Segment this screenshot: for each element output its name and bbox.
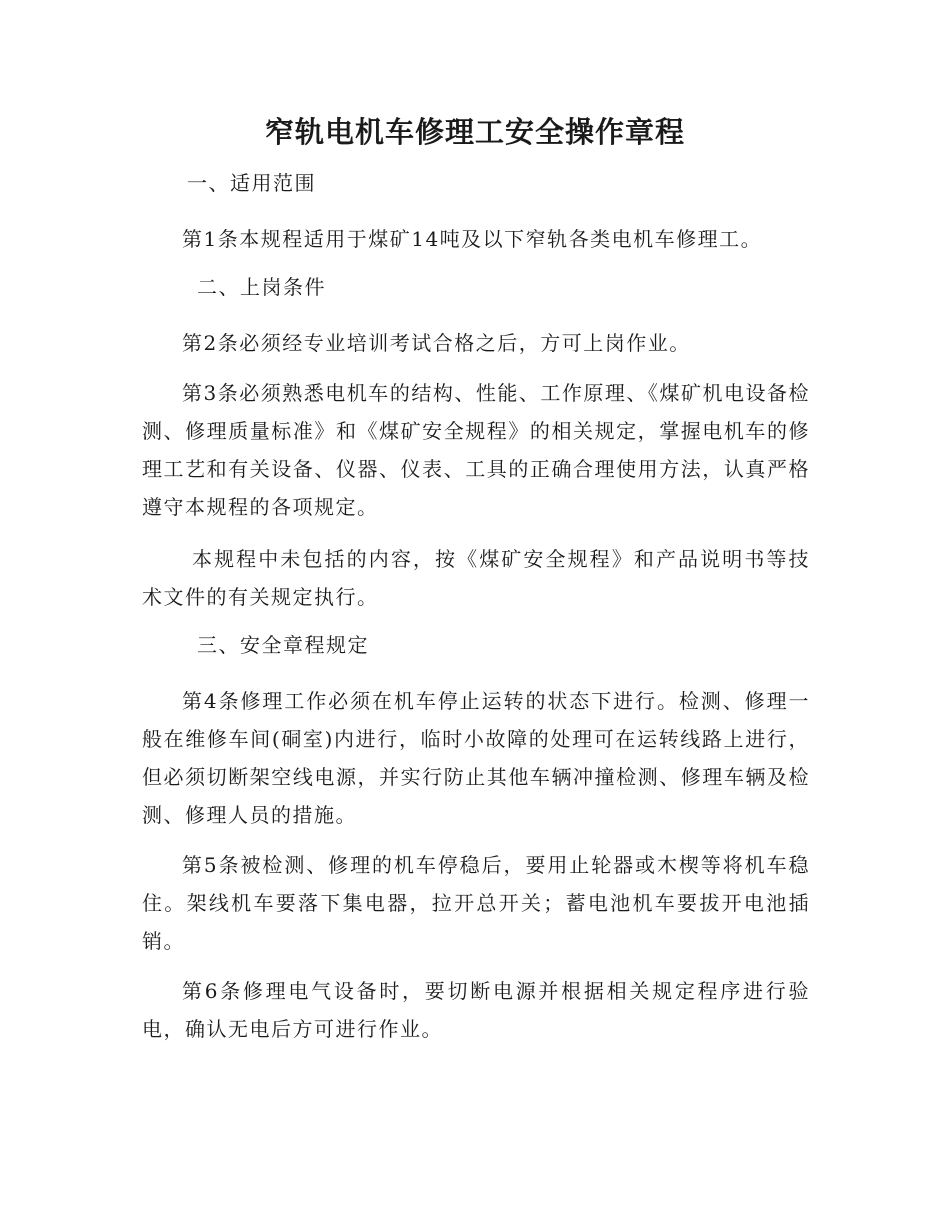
article-1 (142, 220, 810, 258)
section-heading-scope: 一、适用范围 (187, 171, 316, 195)
article-2 (142, 324, 810, 362)
section-heading-safety-rules: 三、安全章程规定 (197, 633, 369, 657)
article-3-text: 第3条必须熟悉电机车的结构、性能、工作原理、《煤矿机电设备检测、修理质量标准》和《煤矿安全规程》的相关规定，掌握电机车的修理工艺和有关设备、仪器、仪表、工具的正确合理使用方法，认真严格遵守本规程的各项规定。 (142, 381, 810, 519)
article-4 (142, 682, 810, 834)
article-1-text: 第1条本规程适用于煤矿14吨及以下窄轨各类电机车修理工。 (182, 227, 763, 251)
note-paragraph (142, 540, 810, 616)
note-text: 本规程中未包括的内容，按《煤矿安全规程》和产品说明书等技术文件的有关规定执行。 (142, 547, 810, 609)
article-5-text: 第5条被检测、修理的机车停稳后，要用止轮器或木楔等将机车稳住。架线机车要落下集电器，拉开总开关；蓄电池机车要拔开电池插销。 (142, 853, 810, 953)
article-5 (142, 846, 810, 960)
article-2-text: 第2条必须经专业培训考试合格之后，方可上岗作业。 (182, 331, 691, 355)
document-title: 窄轨电机车修理工安全操作章程 (264, 115, 685, 149)
article-6-text: 第6条修理电气设备时，要切断电源并根据相关规定程序进行验电，确认无电后方可进行作业。 (142, 979, 810, 1041)
article-4-text: 第4条修理工作必须在机车停止运转的状态下进行。检测、修理一般在维修车间(硐室)内进行，临时小故障的处理可在运转线路上进行，但必须切断架空线电源，并实行防止其他车辆冲撞检测、修理车辆及检测、修理人员的措施。 (142, 689, 810, 827)
section-heading-qualifications: 二、上岗条件 (197, 275, 326, 299)
article-6 (142, 972, 810, 1048)
article-3 (142, 374, 810, 526)
